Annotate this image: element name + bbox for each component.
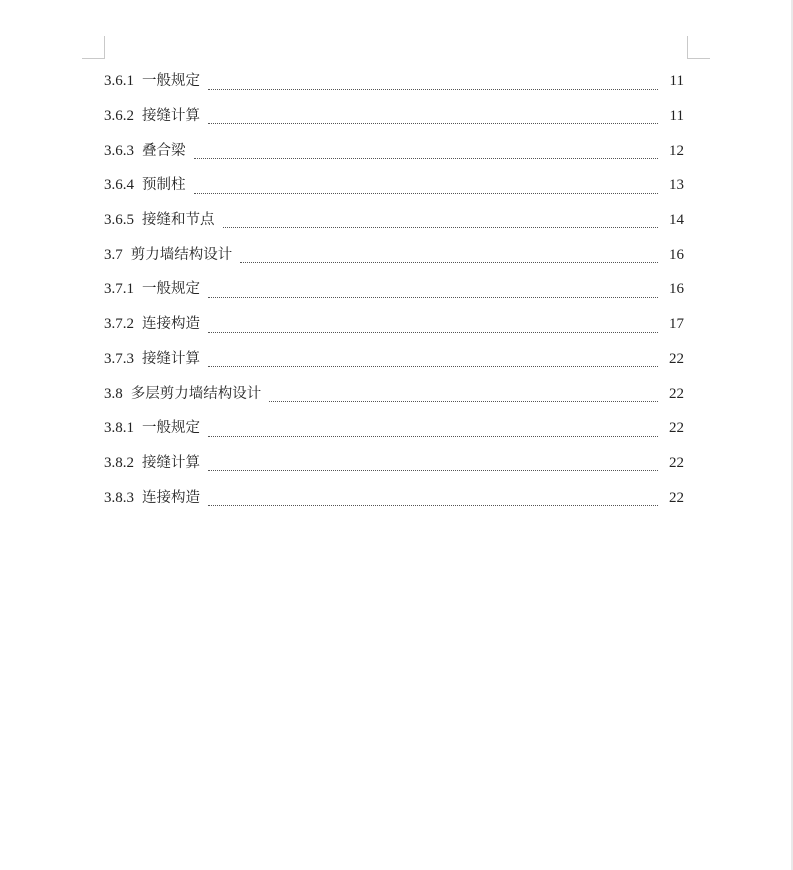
toc-entry-title: 一般规定	[142, 73, 200, 90]
toc-leader-dots	[223, 227, 659, 228]
toc-leader-dots	[208, 332, 658, 333]
toc-entry[interactable]	[104, 342, 684, 377]
toc-leader-dots	[208, 366, 658, 367]
toc-leader-dots	[240, 262, 658, 263]
toc-entry-number: 3.7.2	[104, 316, 134, 333]
toc-entry-page: 16	[669, 281, 684, 298]
toc-leader-dots	[208, 470, 658, 471]
toc-entry-number: 3.8	[104, 385, 123, 402]
toc-entry[interactable]	[104, 168, 684, 203]
toc-entry-title: 剪力墙结构设计	[130, 246, 233, 263]
toc-entry[interactable]	[104, 203, 684, 238]
toc-entry[interactable]	[104, 411, 684, 446]
toc-entry-page: 12	[669, 142, 684, 159]
margin-corner-mark-top-right	[687, 36, 710, 59]
toc-entry-number: 3.6.4	[104, 177, 134, 194]
toc-entry-page: 11	[669, 108, 684, 125]
toc-entry-title: 预制柱	[142, 177, 186, 194]
toc-entry-title: 接缝计算	[142, 350, 200, 367]
toc-entry[interactable]	[104, 99, 684, 134]
toc-entry-page: 22	[669, 350, 684, 367]
toc-entry[interactable]	[104, 133, 684, 168]
toc-entry-page: 22	[669, 489, 684, 506]
table-of-contents	[104, 64, 684, 515]
toc-leader-dots	[194, 193, 659, 194]
toc-entry-page: 17	[669, 316, 684, 333]
toc-entry-page: 13	[669, 177, 684, 194]
toc-entry-number: 3.6.5	[104, 212, 134, 229]
toc-entry[interactable]	[104, 446, 684, 481]
toc-entry-number: 3.6.2	[104, 108, 134, 125]
toc-entry-page: 22	[669, 385, 684, 402]
toc-entry-page: 22	[669, 454, 684, 471]
toc-entry-number: 3.7	[104, 246, 123, 263]
toc-entry-title: 接缝和节点	[142, 212, 215, 229]
toc-leader-dots	[208, 123, 658, 124]
toc-leader-dots	[208, 297, 658, 298]
toc-entry[interactable]	[104, 376, 684, 411]
toc-leader-dots	[269, 401, 658, 402]
toc-entry-title: 接缝计算	[142, 108, 200, 125]
toc-entry-title: 多层剪力墙结构设计	[130, 385, 262, 402]
toc-entry-title: 接缝计算	[142, 454, 200, 471]
toc-entry[interactable]	[104, 64, 684, 99]
toc-entry-title: 一般规定	[142, 420, 200, 437]
toc-entry[interactable]	[104, 272, 684, 307]
toc-entry-number: 3.7.1	[104, 281, 134, 298]
toc-entry-title: 连接构造	[142, 316, 200, 333]
toc-entry[interactable]	[104, 307, 684, 342]
margin-corner-mark-top-left	[82, 36, 105, 59]
toc-entry-page: 11	[669, 73, 684, 90]
toc-leader-dots	[208, 505, 658, 506]
toc-entry[interactable]	[104, 480, 684, 515]
toc-entry-number: 3.8.1	[104, 420, 134, 437]
toc-entry-page: 22	[669, 420, 684, 437]
toc-entry-title: 叠合梁	[142, 142, 186, 159]
toc-entry-page: 14	[669, 212, 684, 229]
toc-entry-title: 连接构造	[142, 489, 200, 506]
toc-leader-dots	[208, 89, 658, 90]
toc-entry-title: 一般规定	[142, 281, 200, 298]
toc-leader-dots	[208, 436, 658, 437]
toc-leader-dots	[194, 158, 659, 159]
toc-entry-number: 3.8.3	[104, 489, 134, 506]
toc-entry-page: 16	[669, 246, 684, 263]
toc-entry-number: 3.6.3	[104, 142, 134, 159]
toc-entry[interactable]	[104, 237, 684, 272]
toc-entry-number: 3.7.3	[104, 350, 134, 367]
toc-entry-number: 3.6.1	[104, 73, 134, 90]
toc-entry-number: 3.8.2	[104, 454, 134, 471]
